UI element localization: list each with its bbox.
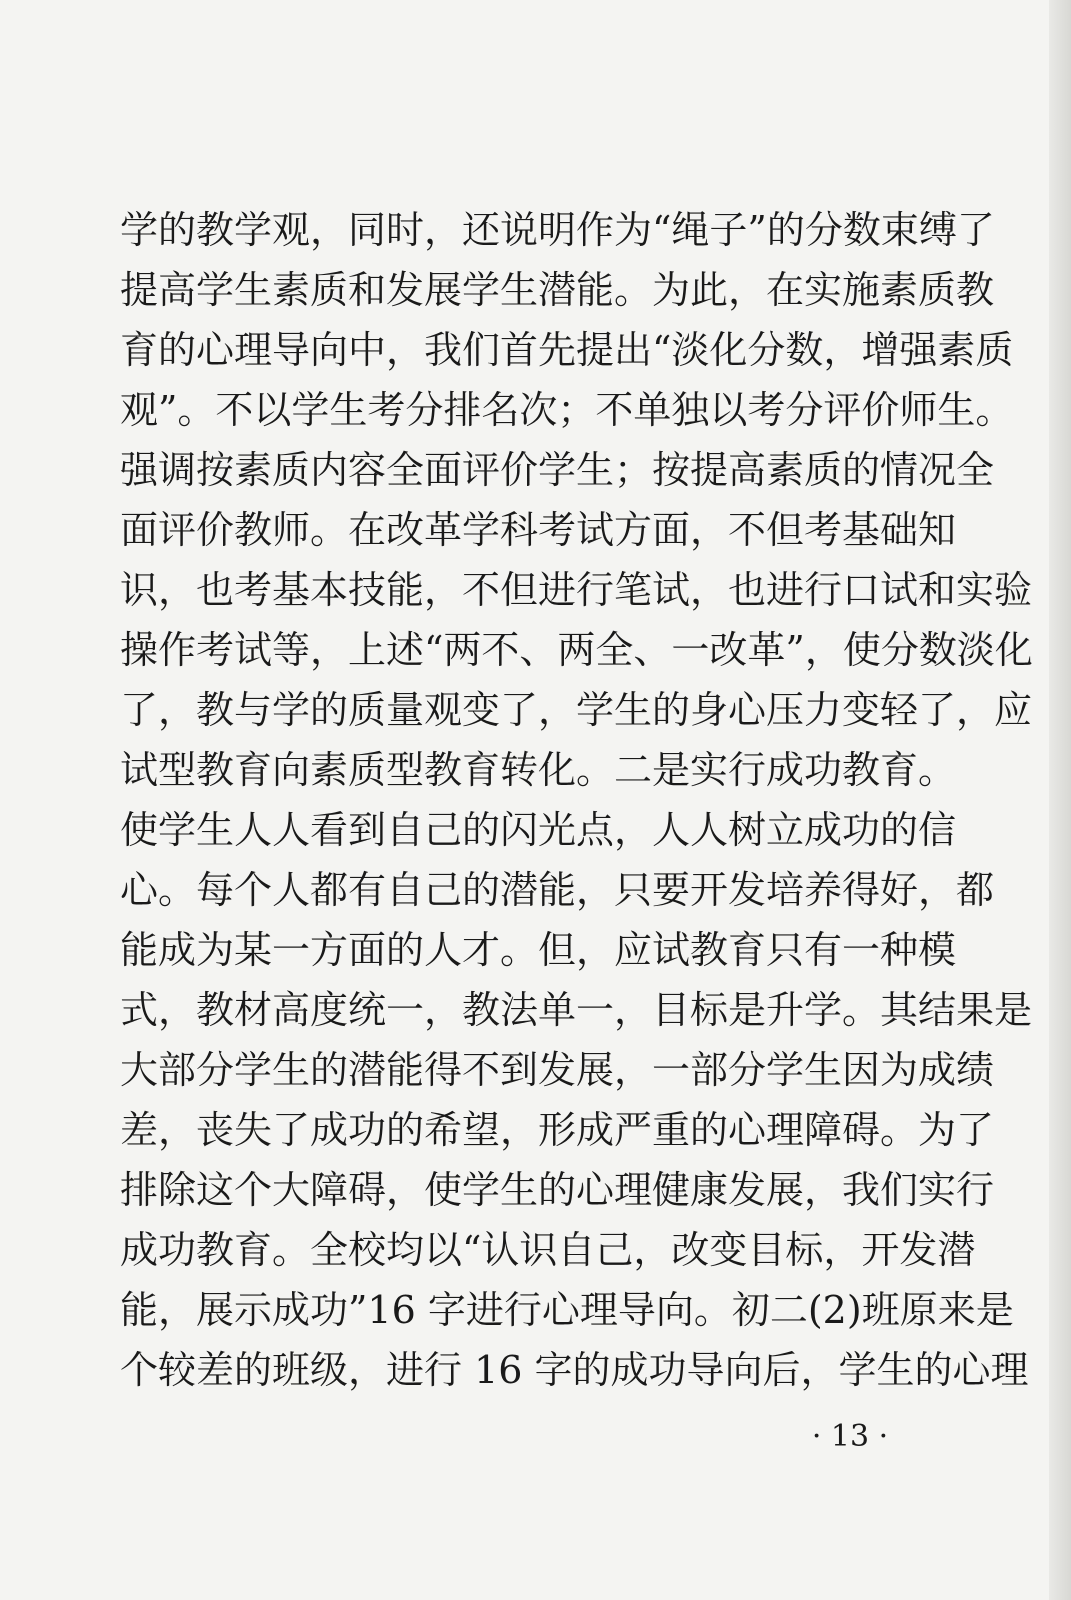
text-line: 差，丧失了成功的希望，形成严重的心理障碍。为了 [120, 1108, 995, 1152]
text-line: 试型教育向素质型教育转化。二是实行成功教育。 [120, 748, 957, 792]
body-text [120, 200, 1033, 1400]
text-line: 心。每个人都有自己的潜能，只要开发培养得好，都 [120, 868, 995, 912]
text-line: 式，教材高度统一，教法单一，目标是升学。其结果是 [120, 988, 1033, 1032]
text-line: 大部分学生的潜能得不到发展，一部分学生因为成绩 [120, 1048, 995, 1092]
text-line: 学的教学观，同时，还说明作为“绳子”的分数束缚了 [120, 208, 995, 252]
text-line: 个较差的班级，进行 16 字的成功导向后，学生的心理 [120, 1348, 1029, 1392]
page-edge-shadow [1049, 0, 1071, 1600]
page-number: · 13 · [811, 1419, 889, 1454]
text-line: 强调按素质内容全面评价学生；按提高素质的情况全 [120, 448, 995, 492]
text-line: 观”。不以学生考分排名次；不单独以考分评价师生。 [120, 388, 1014, 432]
text-line: 成功教育。全校均以“认识自己，改变目标，开发潜 [120, 1228, 976, 1272]
text-line: 识，也考基本技能，不但进行笔试，也进行口试和实验 [120, 568, 1033, 612]
text-line: 能，展示成功”16 字进行心理导向。初二(2)班原来是 [120, 1288, 1014, 1332]
text-line: 能成为某一方面的人才。但，应试教育只有一种模 [120, 928, 957, 972]
text-line: 了，教与学的质量观变了，学生的身心压力变轻了，应 [120, 688, 1033, 732]
text-line: 操作考试等，上述“两不、两全、一改革”，使分数淡化 [120, 628, 1033, 672]
text-line: 面评价教师。在改革学科考试方面，不但考基础知 [120, 508, 957, 552]
text-line: 育的心理导向中，我们首先提出“淡化分数，增强素质 [120, 328, 1014, 372]
text-line: 提高学生素质和发展学生潜能。为此，在实施素质教 [120, 268, 995, 312]
text-line: 使学生人人看到自己的闪光点，人人树立成功的信 [120, 808, 957, 852]
text-line: 排除这个大障碍，使学生的心理健康发展，我们实行 [120, 1168, 995, 1212]
